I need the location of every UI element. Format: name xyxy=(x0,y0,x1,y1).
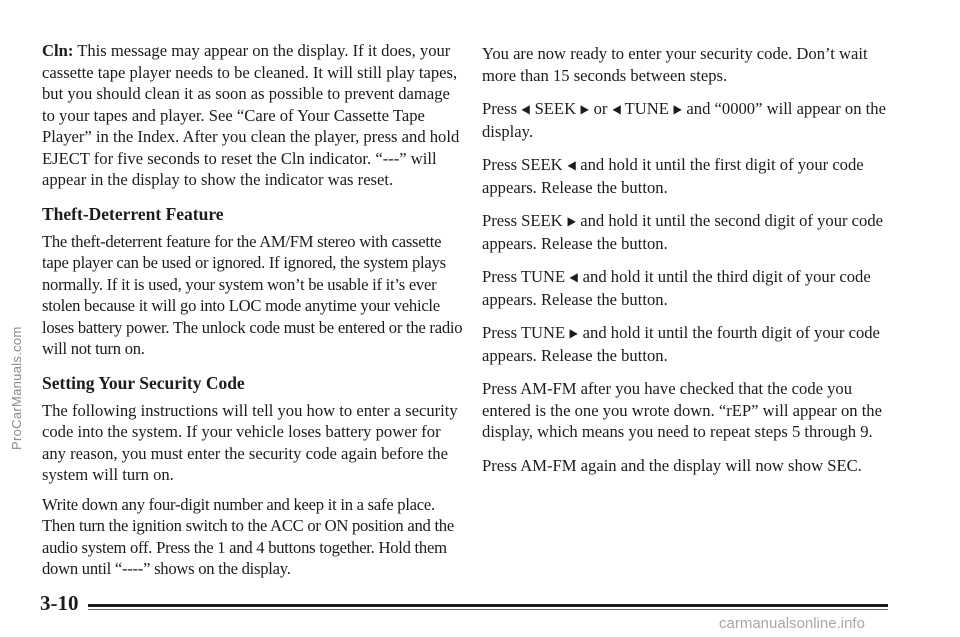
page-number: 3-10 xyxy=(40,591,79,615)
step-text: Press SEEK xyxy=(482,155,567,174)
footer-rule-thin xyxy=(88,609,888,610)
step-fourth-digit xyxy=(482,322,900,366)
ready-paragraph: You are now ready to enter your security code. Don’t wait more than 15 seconds between steps. xyxy=(482,44,868,85)
triangle-left-icon: ◀ xyxy=(569,270,579,284)
theft-deterrent-heading: Theft-Deterrent Feature xyxy=(42,203,224,224)
step-second-digit xyxy=(482,210,900,254)
triangle-right-icon: ▶ xyxy=(580,102,589,116)
left-column xyxy=(42,40,466,588)
step-text: Press xyxy=(482,99,522,118)
step-text: and “0000” will appear on the display. xyxy=(482,99,886,141)
cln-text: This message may appear on the display. If it does, your cassette tape player needs to be cleaned. It will still play tapes, but you should clean it as soon as possible to prevent damage to your tapes and player. See “Care of Your Cassette Tape Player” in the Index. After you clean the player, press and hold EJECT for five seconds to reset the Cln indicator. “---” will appear in the display to show the indicator was reset. xyxy=(42,41,460,189)
triangle-left-icon: ◀ xyxy=(567,158,576,172)
security-code-paragraph: The following instructions will tell you how to enter a security code into the system. If your vehicle loses battery power for any reason, you must enter the security code again before the system will turn on. xyxy=(42,400,458,484)
side-watermark: ProCarManuals.com xyxy=(9,326,24,450)
step-first-digit xyxy=(482,154,900,198)
right-column xyxy=(482,43,900,488)
cln-lead: Cln: xyxy=(42,41,74,60)
footer-rule xyxy=(88,604,888,607)
step-text: and hold it until the second digit of your code appears. Release the button. xyxy=(482,211,883,253)
step-text: Press SEEK xyxy=(482,211,567,230)
cln-paragraph xyxy=(42,40,466,191)
triangle-right-icon: ▶ xyxy=(673,102,682,116)
triangle-right-icon: ▶ xyxy=(569,326,579,340)
step-third-digit xyxy=(482,266,900,310)
theft-deterrent-paragraph: The theft-deterrent feature for the AM/FM stereo with cassette tape player can be used or ignored. If ignored, the system plays normally. If it is used, your system won’t be usable if it’s ever stolen because it will go into LOC mode anytime your vehicle loses battery power. The unlock code must be entered or the radio will not turn on. xyxy=(42,231,463,358)
triangle-left-icon: ◀ xyxy=(521,102,530,116)
step-text: Press TUNE xyxy=(482,267,570,286)
step-text: SEEK xyxy=(530,99,581,118)
step-text: TUNE xyxy=(620,99,674,118)
step-text: and hold it until the first digit of your code appears. Release the button. xyxy=(482,155,864,197)
step-text: Press TUNE xyxy=(482,323,570,342)
sec-paragraph: Press AM-FM again and the display will now show SEC. xyxy=(482,455,862,475)
footer-watermark: carmanualsonline.info xyxy=(719,615,865,632)
write-down-paragraph: Write down any four-digit number and keep it in a safe place. Then turn the ignition switch to the ACC or ON position and the audio system off. Press the 1 and 4 buttons together. Hold them down until “----” shows on the display. xyxy=(42,494,454,578)
triangle-left-icon: ◀ xyxy=(612,102,621,116)
step-text: and hold it until the fourth digit of your code appears. Release the button. xyxy=(482,323,880,365)
am-fm-confirm-paragraph: Press AM-FM after you have checked that the code you entered is the one you wrote down. “rEP” will appear on the display, which means you need to repeat steps 5 through 9. xyxy=(482,379,882,441)
seek-tune-step xyxy=(482,98,900,142)
step-text: or xyxy=(589,99,612,118)
step-text: and hold it until the third digit of your code appears. Release the button. xyxy=(482,267,871,309)
security-code-heading: Setting Your Security Code xyxy=(42,372,245,393)
triangle-right-icon: ▶ xyxy=(567,214,576,228)
